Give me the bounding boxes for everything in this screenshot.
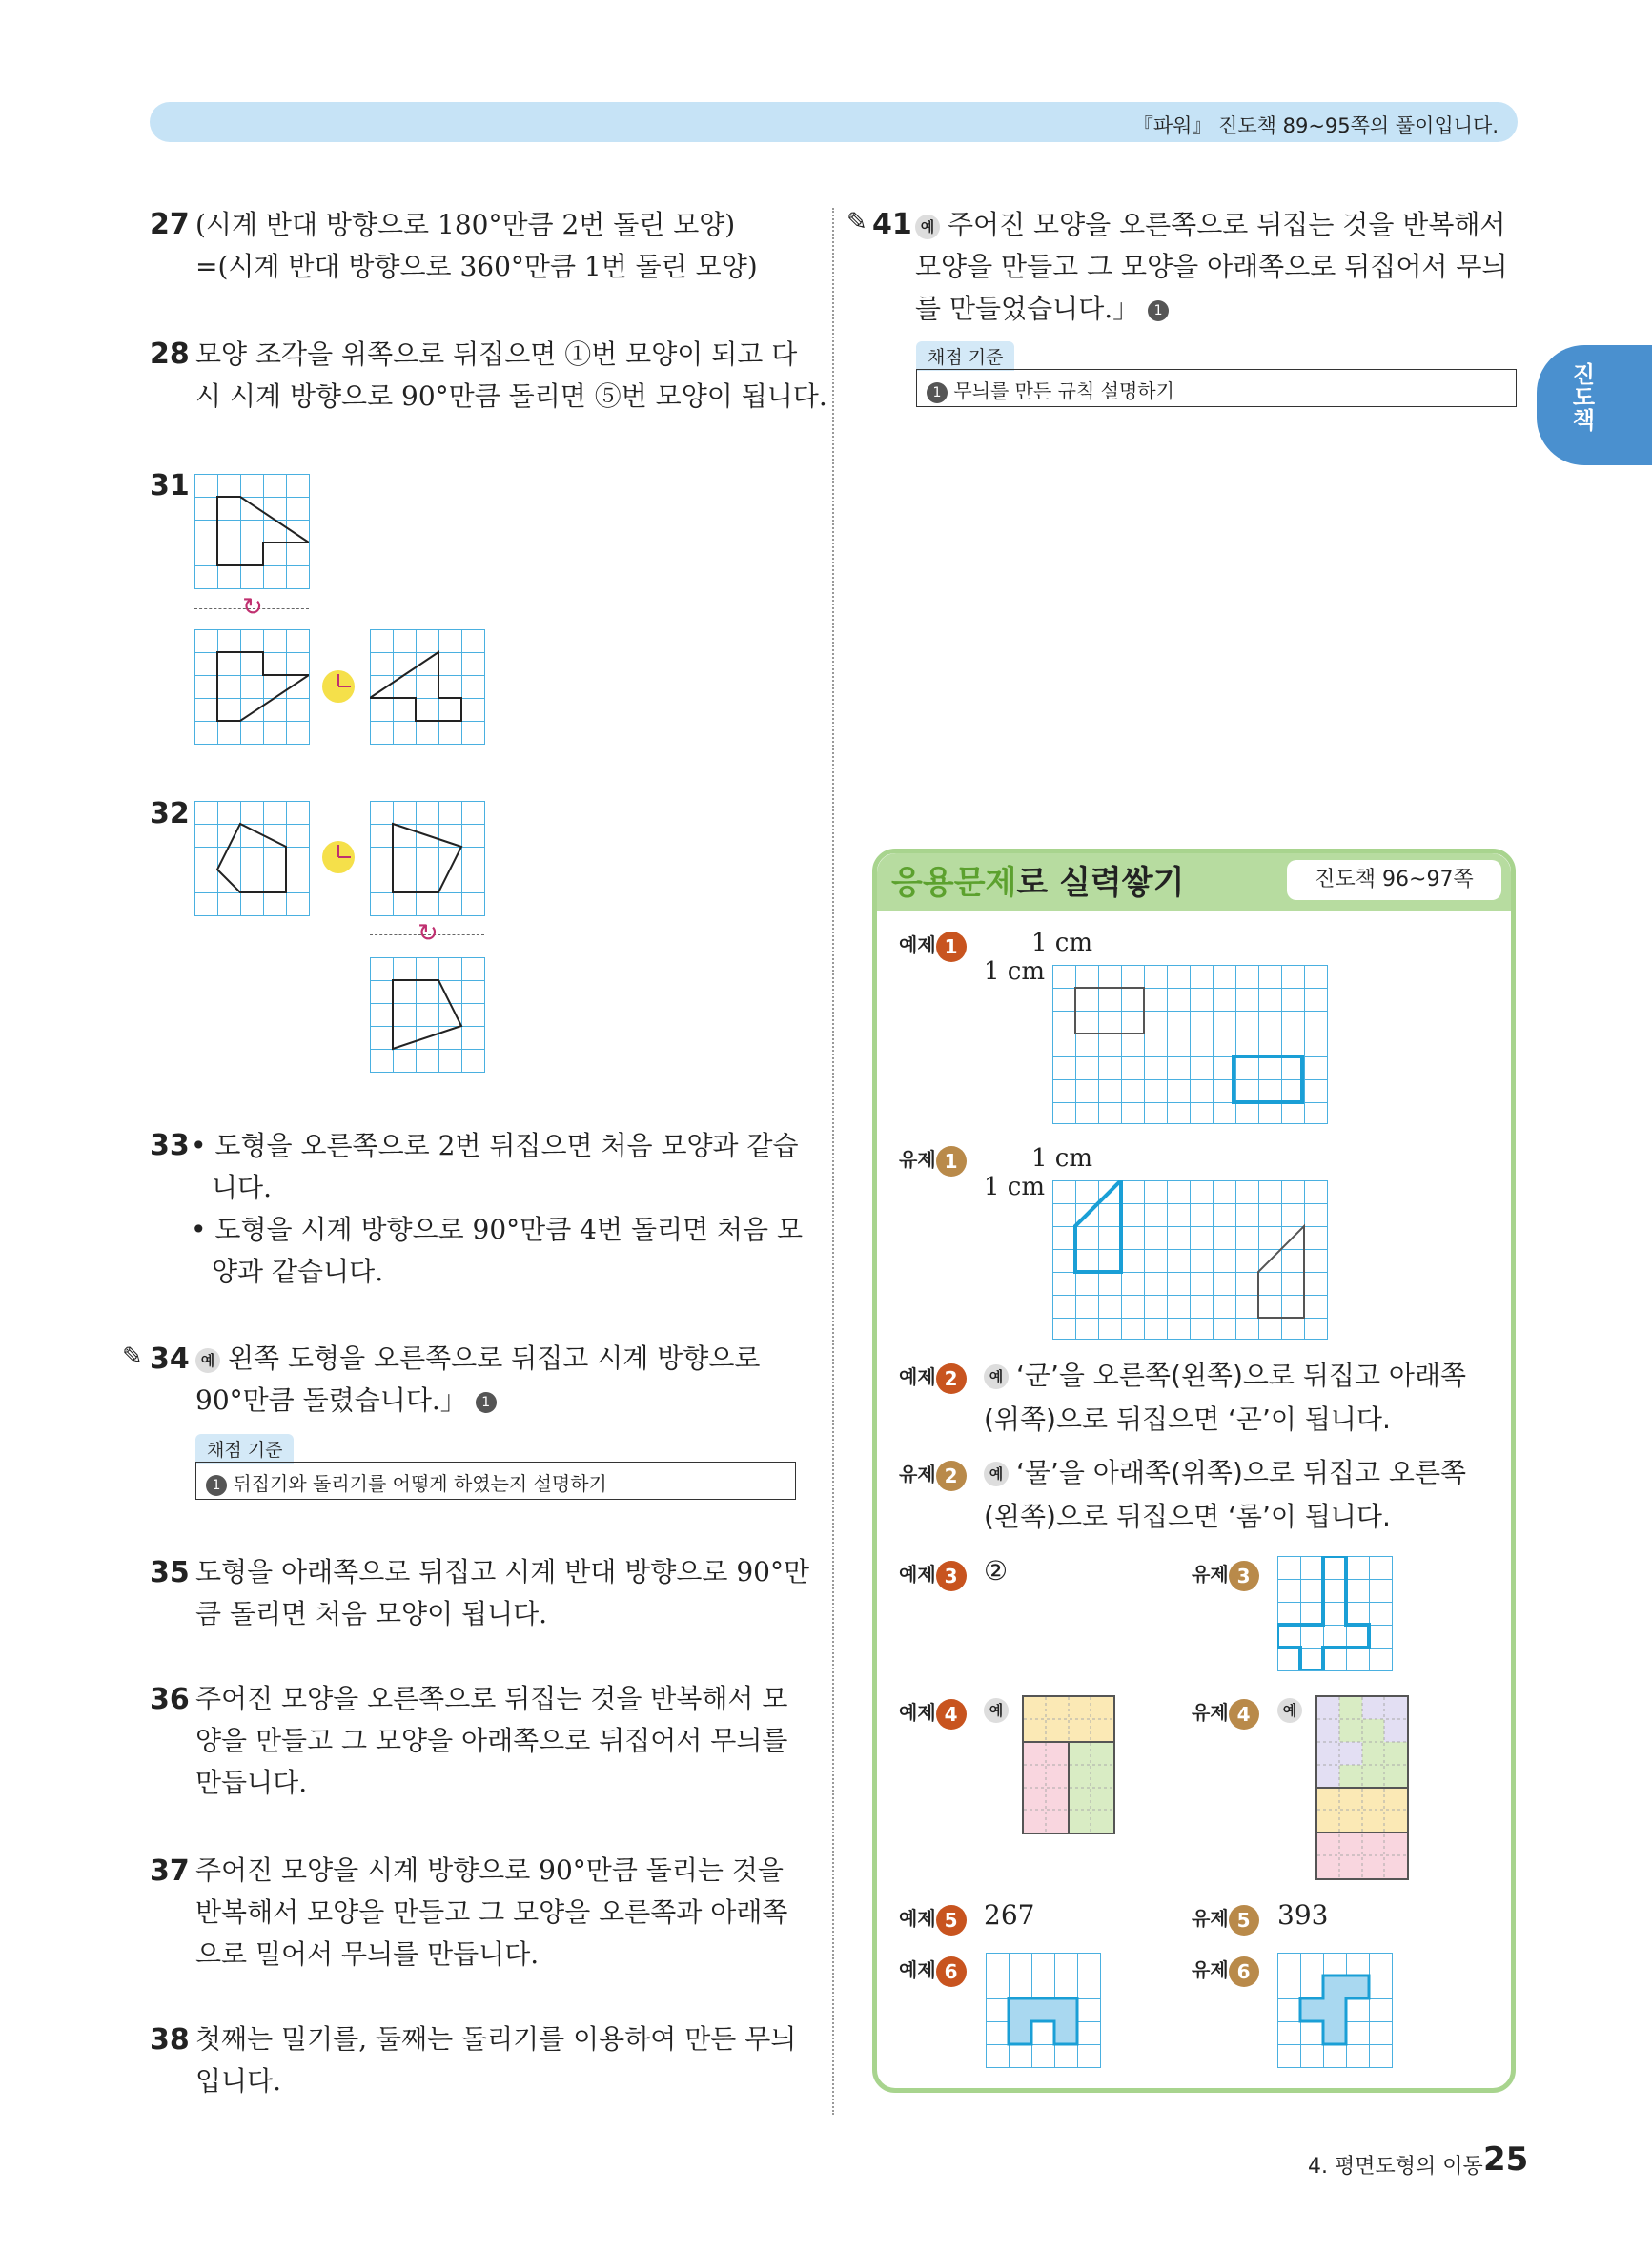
label-number: 5 <box>936 1905 967 1936</box>
answer-line: 모양을 만들고 그 모양을 아래쪽으로 뒤집어서 무늬 <box>915 251 1508 282</box>
header-ref-text: 『파워』 진도책 89~95쪽의 풀이입니다. <box>1132 114 1499 137</box>
exercise-label <box>899 1144 967 1177</box>
label-number: 3 <box>936 1561 967 1591</box>
label-word: 유제 <box>1192 1958 1229 1981</box>
pencil-icon: ✎ <box>122 1342 143 1371</box>
example-badge: 예 <box>915 215 940 239</box>
answer-line: 시 시계 방향으로 90°만큼 돌리면 ⑤번 모양이 됩니다. <box>195 380 827 412</box>
answer-rectangle <box>1234 1056 1302 1102</box>
criteria-label: 채점 기준 <box>916 341 1014 371</box>
answer-text <box>195 1551 809 1635</box>
applied-problems-title <box>891 856 1184 903</box>
answer-shape <box>1009 1998 1077 2044</box>
answer-line: 첫째는 밀기를, 둘째는 돌리기를 이용하여 만든 무늬 <box>195 2023 797 2055</box>
shape-outline <box>217 652 309 721</box>
answer-line: 도형을 아래쪽으로 뒤집고 시계 반대 방향으로 90°만 <box>195 1556 809 1587</box>
label-word: 예제 <box>899 1365 936 1388</box>
answer-text <box>195 334 827 418</box>
color-pattern-figure <box>1315 1695 1409 1880</box>
answer-line: 를 만들었습니다.」 <box>915 293 1140 324</box>
grid-figure <box>370 801 485 916</box>
label-word: 유제 <box>1192 1907 1229 1930</box>
flip-arrow-icon: ↻ <box>242 593 263 622</box>
marker-badge: 1 <box>476 1392 497 1413</box>
pencil-icon: ✎ <box>846 208 867 236</box>
answer-shape <box>1300 1976 1369 2044</box>
answer-line: 주어진 모양을 오른쪽으로 뒤집는 것을 반복해서 <box>948 209 1506 240</box>
rotate-clock-icon <box>322 670 355 703</box>
page-number: 25 <box>1483 2140 1529 2179</box>
grid-figure <box>194 629 310 745</box>
answer-line: 양을 만들고 그 모양을 아래쪽으로 뒤집어서 무늬를 <box>195 1725 788 1756</box>
question-number: 36 <box>150 1683 190 1716</box>
label-number: 1 <box>936 932 967 962</box>
label-number: 1 <box>936 1146 967 1177</box>
unit-label-left: 1 cm <box>984 957 1046 986</box>
label-number: 4 <box>936 1699 967 1730</box>
answer-text <box>195 1338 760 1422</box>
answer-line: 모양 조각을 위쪽으로 뒤집으면 ①번 모양이 되고 다 <box>195 338 798 370</box>
answer-shape <box>1075 1180 1121 1272</box>
grid-figure <box>1052 1180 1328 1340</box>
answer-line: • 도형을 시계 방향으로 90°만큼 4번 돌리면 처음 모 <box>191 1214 804 1245</box>
title-part-green: 응용문제 <box>891 864 1017 902</box>
example-label <box>899 1955 967 1987</box>
side-tab-label: 진도책 <box>1568 362 1595 431</box>
answer-line: (왼쪽)으로 뒤집으면 ‘롬’이 됩니다. <box>984 1501 1391 1532</box>
marker-badge: 1 <box>927 382 948 403</box>
example-label <box>899 1903 967 1936</box>
color-pattern-figure <box>1022 1695 1115 1834</box>
answer-line: 90°만큼 돌렸습니다.」 <box>195 1384 467 1416</box>
answer-text <box>191 1125 803 1293</box>
question-number: 28 <box>150 338 190 371</box>
exercise-label <box>1192 1955 1259 1987</box>
answer-line: (시계 반대 방향으로 180°만큼 2번 돌린 모양) <box>195 209 736 240</box>
exercise-label <box>1192 1559 1259 1591</box>
shape-outline <box>393 980 461 1049</box>
exercise-label <box>1192 1903 1259 1936</box>
label-number: 6 <box>936 1956 967 1987</box>
answer-text <box>195 1850 787 1976</box>
grid-figure <box>986 1953 1101 2068</box>
answer-value: 393 <box>1277 1899 1329 1931</box>
original-rectangle <box>1075 988 1144 1034</box>
grid-figure <box>1277 1953 1393 2068</box>
example-badge: 예 <box>984 1364 1009 1389</box>
unit-label-top: 1 cm <box>1031 929 1093 957</box>
answer-line: (위쪽)으로 뒤집으면 ‘곤’이 됩니다. <box>984 1403 1391 1435</box>
criteria-text: 무늬를 만든 규칙 설명하기 <box>953 379 1174 402</box>
answer-line: 양과 같습니다. <box>212 1256 384 1287</box>
label-word: 예제 <box>899 1958 936 1981</box>
answer-line: 주어진 모양을 시계 방향으로 90°만큼 돌리는 것을 <box>195 1854 784 1886</box>
label-number: 5 <box>1229 1905 1259 1936</box>
answer-text <box>195 2018 796 2102</box>
answer-text <box>195 1678 787 1804</box>
question-number: 41 <box>872 208 912 241</box>
label-word: 예제 <box>899 1563 936 1586</box>
answer-value: ② <box>984 1555 1009 1587</box>
question-number: 35 <box>150 1556 190 1589</box>
grid-figure <box>1052 965 1328 1124</box>
answer-line: • 도형을 오른쪽으로 2번 뒤집으면 처음 모양과 같습 <box>191 1130 799 1161</box>
question-number: 33 <box>150 1129 190 1162</box>
question-number: 31 <box>150 469 190 502</box>
label-word: 유제 <box>1192 1701 1229 1724</box>
criteria-label: 채점 기준 <box>195 1434 294 1464</box>
box-reference: 진도책 96~97쪽 <box>1287 860 1501 900</box>
grid-figure <box>370 957 485 1073</box>
label-number: 2 <box>936 1461 967 1491</box>
flip-arrow-icon: ↻ <box>418 919 438 948</box>
rotate-clock-icon <box>322 841 355 873</box>
question-number: 34 <box>150 1342 190 1376</box>
original-shape <box>1258 1226 1304 1318</box>
grid-figure <box>194 801 310 916</box>
example-badge: 예 <box>195 1348 220 1373</box>
answer-line: ‘군’을 오른쪽(왼쪽)으로 뒤집고 아래쪽 <box>1016 1360 1467 1391</box>
answer-line: =(시계 반대 방향으로 360°만큼 1번 돌린 모양) <box>195 251 758 282</box>
question-number: 32 <box>150 797 190 830</box>
example-label <box>899 930 967 962</box>
answer-line: 으로 밀어서 무늬를 만듭니다. <box>195 1938 540 1970</box>
label-word: 유제 <box>899 1148 936 1171</box>
example-label <box>899 1697 967 1730</box>
grid-figure <box>194 474 310 589</box>
label-number: 3 <box>1229 1561 1259 1591</box>
example-badge: 예 <box>1277 1698 1302 1723</box>
marker-badge: 1 <box>206 1475 227 1496</box>
answer-text <box>195 204 758 288</box>
column-divider <box>832 208 834 2115</box>
criteria-text: 뒤집기와 돌리기를 어떻게 하였는지 설명하기 <box>233 1472 607 1495</box>
shape-outline <box>370 652 461 721</box>
question-number: 37 <box>150 1854 190 1888</box>
answer-line: 왼쪽 도형을 오른쪽으로 뒤집고 시계 방향으로 <box>228 1342 761 1374</box>
question-number: 38 <box>150 2023 190 2057</box>
unit-label-top: 1 cm <box>1031 1144 1093 1173</box>
label-word: 유제 <box>899 1463 936 1485</box>
criteria-box <box>916 369 1517 407</box>
label-word: 예제 <box>899 933 936 956</box>
exercise-label <box>1192 1697 1259 1730</box>
answer-line: 반복해서 모양을 만들고 그 모양을 오른쪽과 아래쪽 <box>195 1896 788 1928</box>
label-word: 예제 <box>899 1907 936 1930</box>
header-bar <box>150 102 1518 142</box>
shape-outline <box>217 497 309 565</box>
label-number: 6 <box>1229 1956 1259 1987</box>
example-badge: 예 <box>984 1698 1009 1723</box>
chapter-title: 4. 평면도형의 이동 <box>1308 2155 1483 2179</box>
example-label <box>899 1559 967 1591</box>
answer-line: 큼 돌리면 처음 모양이 됩니다. <box>195 1598 548 1629</box>
answer-line: 주어진 모양을 오른쪽으로 뒤집는 것을 반복해서 모 <box>195 1683 788 1714</box>
answer-shape <box>1277 1556 1369 1670</box>
answer-value: 267 <box>984 1899 1035 1931</box>
question-number: 27 <box>150 208 190 241</box>
label-number: 4 <box>1229 1699 1259 1730</box>
answer-text <box>984 1451 1466 1539</box>
answer-line: ‘물’을 아래쪽(위쪽)으로 뒤집고 오른쪽 <box>1016 1457 1467 1488</box>
answer-line: 입니다. <box>195 2065 282 2097</box>
label-word: 유제 <box>1192 1563 1229 1586</box>
grid-figure <box>370 629 485 745</box>
answer-line: 니다. <box>212 1172 272 1203</box>
answer-text <box>915 204 1507 330</box>
criteria-box <box>195 1462 796 1500</box>
exercise-label <box>899 1459 967 1491</box>
marker-badge: 1 <box>1148 300 1169 321</box>
answer-text <box>984 1354 1466 1442</box>
unit-label-left: 1 cm <box>984 1173 1046 1201</box>
grid-figure <box>1277 1556 1393 1671</box>
example-label <box>899 1362 967 1394</box>
label-number: 2 <box>936 1363 967 1394</box>
example-badge: 예 <box>984 1462 1009 1486</box>
answer-line: 만듭니다. <box>195 1767 308 1798</box>
title-part-black: 로 실력쌓기 <box>1016 864 1185 902</box>
label-word: 예제 <box>899 1701 936 1724</box>
shape-outline <box>217 824 286 892</box>
shape-outline <box>393 824 461 892</box>
